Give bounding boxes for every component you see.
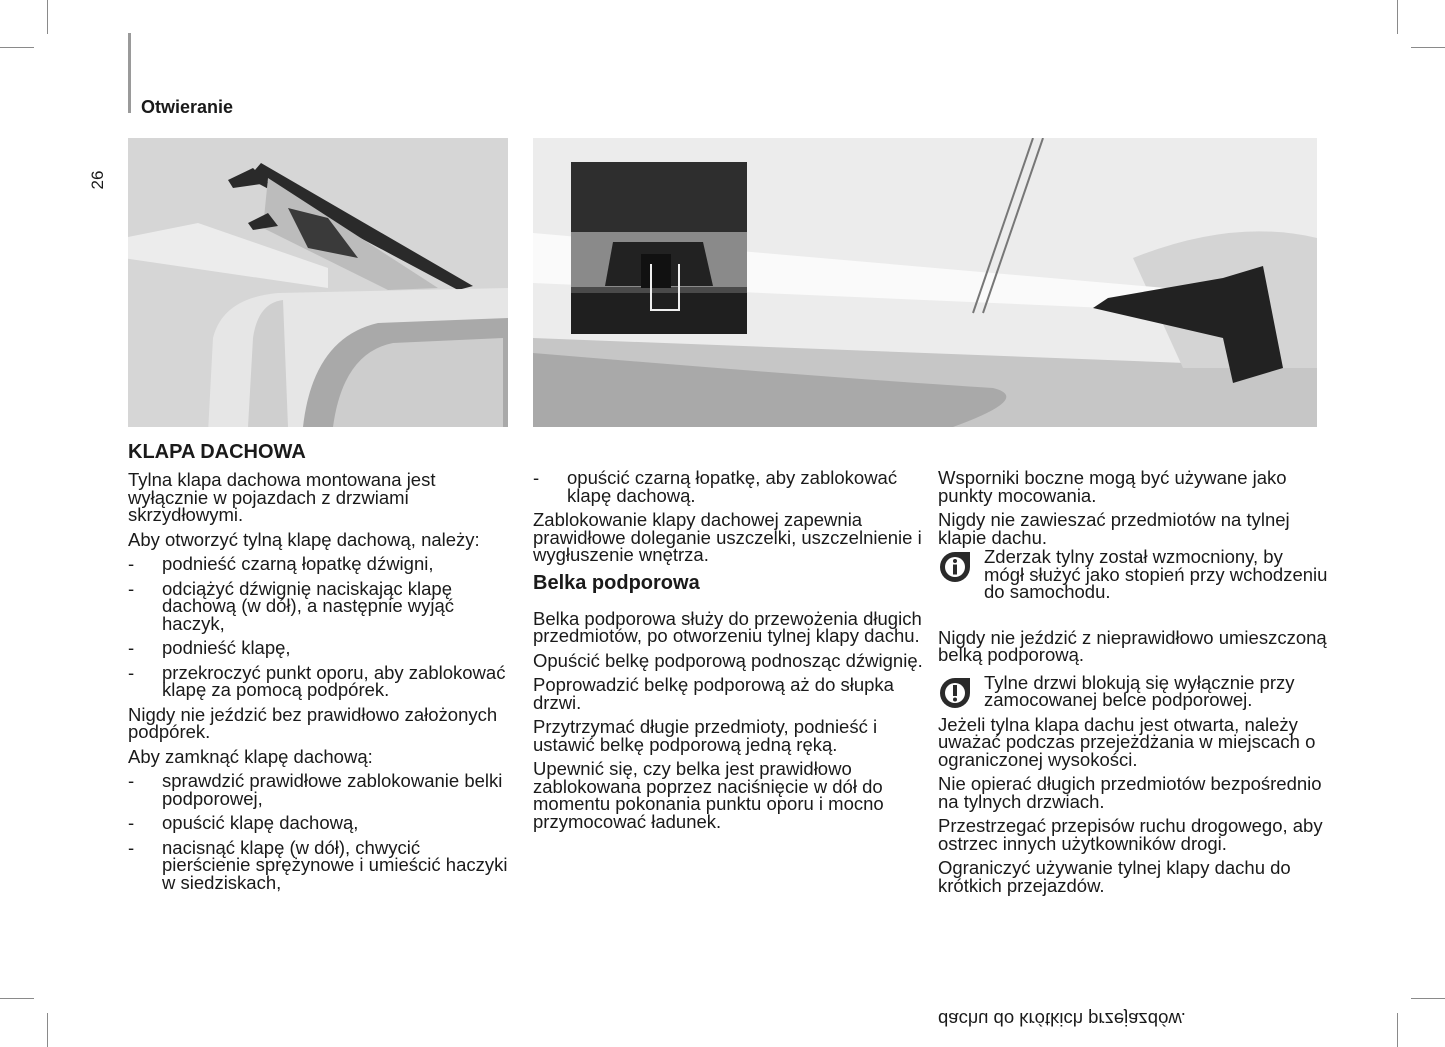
- list-item: - opuścić klapę dachową,: [128, 812, 359, 833]
- paragraph: Nigdy nie zawieszać przedmiotów na tylnej klapie dachu.: [938, 509, 1290, 548]
- crop-mark: [1411, 47, 1445, 48]
- subheading-belka-podporowa: Belka podporowa: [533, 571, 700, 594]
- paragraph: Aby zamknąć klapę dachową:: [128, 745, 373, 767]
- paragraph: Zablokowanie klapy dachowej zapewnia prawidłowe doleganie uszczelki, uszczelnienie i wygłuszenie wnętrza.: [533, 509, 922, 565]
- section-title: Otwieranie: [141, 97, 234, 117]
- list-item: - podnieść klapę,: [128, 637, 291, 658]
- list-item: - odciążyć dźwignię naciskając klapę dachową (w dół), a następnie wyjąć haczyk,: [128, 577, 455, 634]
- warning-icon: [938, 676, 972, 710]
- paragraph: Wsporniki boczne mogą być używane jako punkty mocowania.: [938, 467, 1287, 506]
- paragraph: Ograniczyć używanie tylnej klapy dachu do krótkich przejazdów.: [938, 857, 1291, 896]
- warning-note: Tylne drzwi blokują się wyłącznie przy zamocowanej belce podporowej.: [938, 674, 1328, 709]
- crop-mark: [0, 47, 34, 48]
- page-number: 26: [88, 170, 107, 190]
- column-3: [938, 469, 1328, 901]
- paragraph: Jeżeli tylna klapa dachu jest otwarta, należy uważać podczas przejeżdżania w miejscach o ograniczonej wysokości.: [938, 713, 1316, 770]
- paragraph: Nigdy nie jeździć bez prawidłowo założonych podpórek.: [128, 703, 498, 742]
- column-1: [128, 441, 513, 898]
- crop-mark: [47, 0, 48, 34]
- support-beam-illustration: [533, 138, 1317, 427]
- mirrored-text-artifact: dachu do krótkich przejazdów.: [938, 1009, 1186, 1030]
- list-item: - podnieść czarną łopatkę dźwigni,: [128, 553, 434, 574]
- column-2: [533, 469, 923, 837]
- list-item: - opuścić czarną łopatkę, aby zablokować klapę dachową.: [533, 467, 898, 506]
- paragraph: Poprowadzić belkę podporową aż do słupka drzwi.: [533, 674, 894, 713]
- crop-mark: [1411, 998, 1445, 999]
- paragraph: Przestrzegać przepisów ruchu drogowego, aby ostrzec innych użytkowników drogi.: [938, 815, 1323, 854]
- paragraph: Nie opierać długich przedmiotów bezpośrednio na tylnych drzwiach.: [938, 773, 1322, 812]
- crop-mark: [47, 1013, 48, 1047]
- support-beam-icon: [533, 138, 1317, 427]
- roof-flap-open-illustration: [128, 138, 508, 427]
- info-icon: [938, 550, 972, 584]
- paragraph: Opuścić belkę podporową podnosząc dźwignię.: [533, 649, 923, 671]
- list-item: - sprawdzić prawidłowe zablokowanie belki podporowej,: [128, 770, 503, 809]
- paragraph: Tylna klapa dachowa montowana jest wyłącznie w pojazdach z drzwiami skrzydłowymi.: [128, 469, 436, 525]
- roof-flap-icon: [128, 138, 508, 427]
- crop-mark: [1397, 0, 1398, 34]
- crop-mark: [1397, 1013, 1398, 1047]
- paragraph: Belka podporowa służy do przewożenia długich przedmiotów, po otworzeniu tylnej klapy dachu.: [533, 607, 922, 646]
- paragraph: Aby otworzyć tylną klapę dachową, należy:: [128, 528, 480, 550]
- list-item: - nacisnąć klapę (w dół), chwycić pierścienie sprężynowe i umieścić haczyki w siedziskach,: [128, 836, 508, 893]
- info-note: Zderzak tylny został wzmocniony, by mógł służyć jako stopień przy wchodzeniu do samochodu.: [938, 548, 1328, 601]
- heading-klapa-dachowa: KLAPA DACHOWA: [128, 441, 306, 463]
- crop-mark: [0, 998, 34, 999]
- paragraph: Przytrzymać długie przedmioty, podnieść i ustawić belkę podporową jedną ręką.: [533, 716, 878, 755]
- paragraph: Upewnić się, czy belka jest prawidłowo zablokowana poprzez naciśnięcie w dół do momentu pokonania punktu oporu i mocno przymocować ładunek.: [533, 758, 884, 832]
- paragraph: Nigdy nie jeździć z nieprawidłowo umieszczoną belką podporową.: [938, 626, 1327, 665]
- header-bar: [128, 33, 131, 113]
- list-item: - przekroczyć punkt oporu, aby zablokować klapę za pomocą podpórek.: [128, 661, 506, 700]
